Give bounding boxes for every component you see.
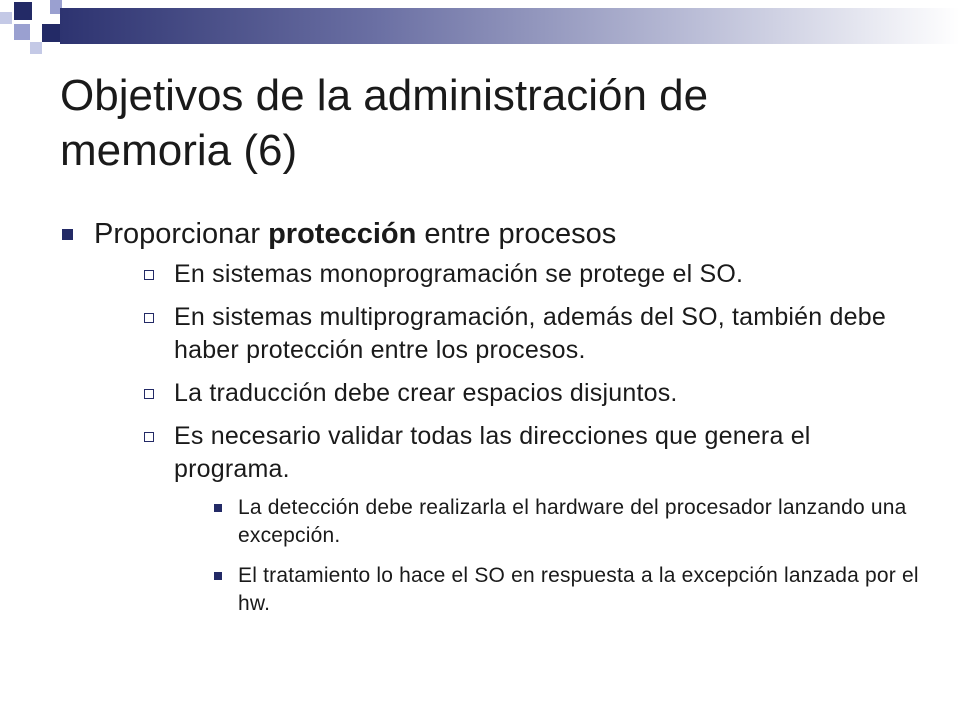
hollow-square-bullet-icon — [144, 432, 154, 442]
sub-bullet-item — [144, 377, 894, 410]
slide-content — [62, 216, 922, 630]
sub-bullet-list — [94, 258, 922, 618]
hollow-square-bullet-icon — [144, 313, 154, 323]
sub-bullet-item — [144, 258, 894, 291]
square-bullet-icon — [62, 229, 73, 240]
main-point-bold: protección — [268, 218, 417, 250]
deco-square — [30, 42, 42, 54]
sub-sub-bullet-item — [214, 562, 938, 618]
sub-sub-bullet-text: La detección debe realizarla el hardware del procesador lanzando una excepción. — [238, 496, 907, 547]
main-point-suffix: entre procesos — [416, 218, 617, 250]
hollow-square-bullet-icon — [144, 389, 154, 399]
header-gradient-bar — [60, 8, 960, 44]
hollow-square-bullet-icon — [144, 270, 154, 280]
deco-square — [14, 2, 32, 20]
deco-square — [0, 12, 12, 24]
small-square-bullet-icon — [214, 504, 222, 512]
main-point-prefix: Proporcionar — [94, 218, 269, 250]
sub-sub-bullet-item — [214, 494, 938, 550]
sub-bullet-text: La traducción debe crear espacios disjuntos. — [174, 379, 678, 407]
sub-bullet-item — [144, 301, 894, 367]
small-square-bullet-icon — [214, 572, 222, 580]
sub-bullet-text: Es necesario validar todas las direcciones que genera el programa. — [174, 422, 811, 483]
main-bullet-point — [62, 216, 922, 618]
deco-square — [42, 24, 60, 42]
sub-bullet-text: En sistemas monoprogramación se protege el SO. — [174, 260, 744, 288]
slide-title-line2: memoria (6) — [60, 126, 298, 175]
sub-bullet-text: En sistemas multiprogramación, además del SO, también debe haber protección entre los procesos. — [174, 303, 886, 364]
slide-title-line1: Objetivos de la administración de — [60, 71, 709, 120]
sub-bullet-item — [144, 420, 919, 618]
slide-title — [60, 68, 910, 178]
sub-sub-bullet-text: El tratamiento lo hace el SO en respuesta a la excepción lanzada por el hw. — [238, 564, 919, 615]
sub-sub-bullet-list — [174, 494, 919, 618]
deco-square — [14, 24, 30, 40]
